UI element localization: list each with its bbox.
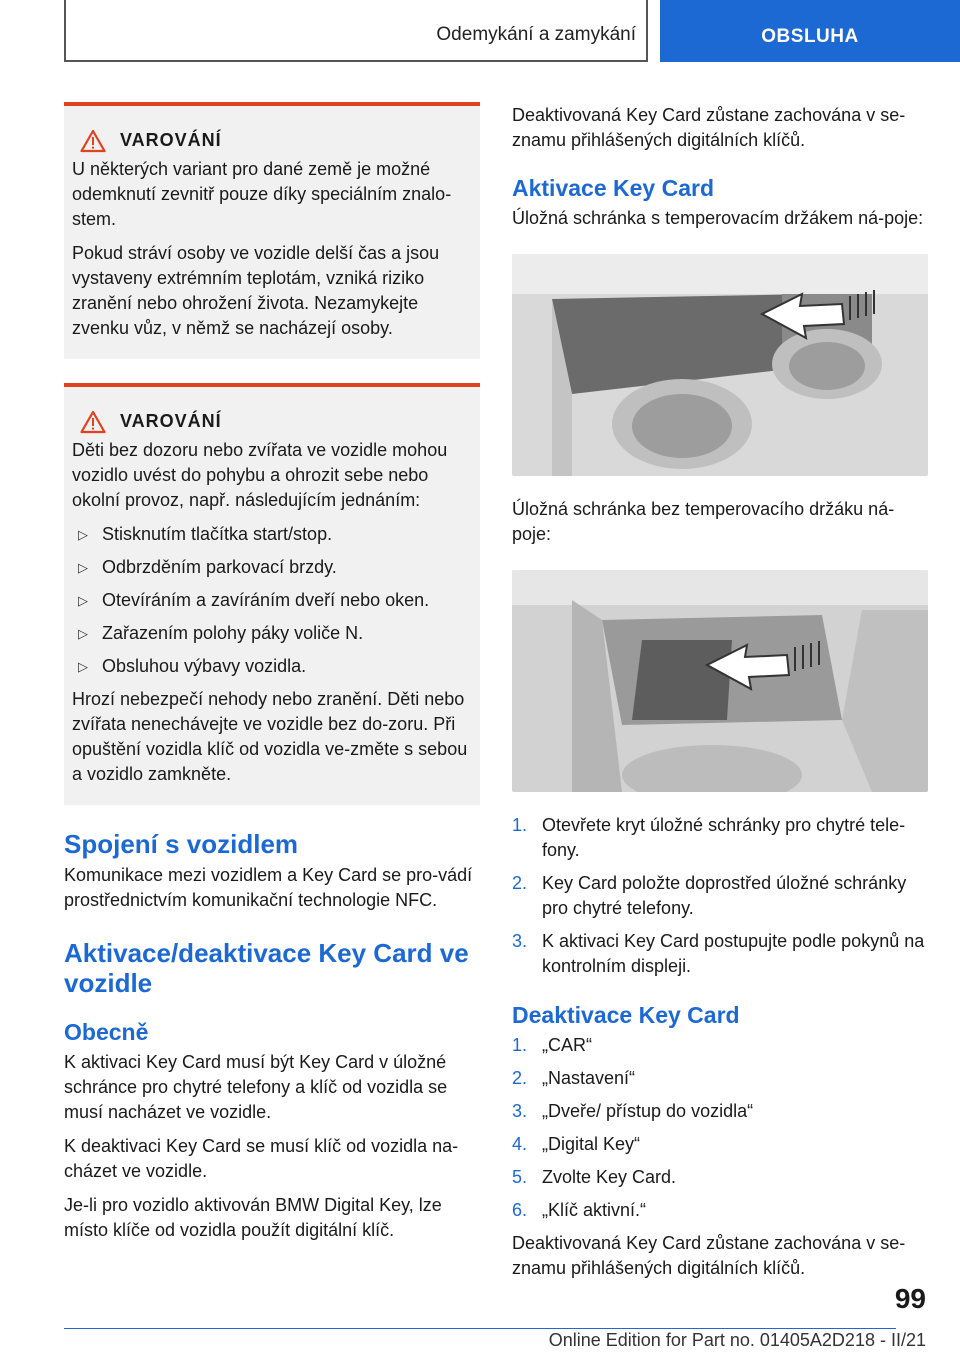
- warning-triangle-icon: [80, 129, 106, 153]
- left-column: [64, 102, 480, 1252]
- list-item: [512, 1033, 928, 1058]
- warning-box-1: [64, 102, 480, 359]
- step-number: 3.: [512, 1101, 528, 1121]
- list-item: [512, 1132, 928, 1157]
- warning-title: VAROVÁNÍ: [120, 130, 222, 150]
- warning-text: Pokud stráví osoby ve vozidle delší čas a jsou vystaveny extrémním teplotám, vzniká riziko zranění nebo ohrožení života. Nezamykejte zvenku vůz, v němž se nacházejí osoby.: [72, 243, 440, 338]
- step-number: 2.: [512, 1068, 528, 1088]
- image-caption: Úložná schránka bez temperovacího držáku ná-poje:: [512, 499, 895, 544]
- storage-tray-without-cupholder-illustration: [512, 570, 928, 792]
- list-item: ▷ Stisknutím tlačítka start/stop.: [72, 522, 472, 547]
- step-text: „Klíč aktivní.“: [542, 1200, 647, 1220]
- step-text: Zvolte Key Card.: [542, 1167, 677, 1187]
- list-item: ▷ Odbrzděním parkovací brzdy.: [72, 555, 472, 580]
- page-number: 99: [894, 1283, 926, 1314]
- step-number: 5.: [512, 1167, 528, 1187]
- paragraph: Je-li pro vozidlo aktivován BMW Digital Key, lze místo klíče od vozidla použít digitální klíč.: [64, 1195, 442, 1240]
- edition-footer: Online Edition for Part no. 01405A2D218 - II/21: [548, 1330, 926, 1350]
- paragraph: K deaktivaci Key Card se musí klíč od vozidla na-cházet ve vozidle.: [64, 1136, 459, 1181]
- warning-box-2: [64, 383, 480, 805]
- section-heading: Spojení s vozidlem: [64, 829, 299, 859]
- step-number: 3.: [512, 931, 528, 951]
- step-text: Otevřete kryt úložné schránky pro chytré tele-fony.: [542, 815, 906, 860]
- warning-text: Hrozí nebezpečí nehody nebo zranění. Děti nebo zvířata nenechávejte ve vozidle bez do-zoru. Při opuštění vozidla klíč od vozidla ve-změte s sebou a vozidlo zamkněte.: [72, 689, 468, 784]
- deactivation-steps: [512, 1033, 928, 1223]
- paragraph: K aktivaci Key Card musí být Key Card v úložné schránce pro chytré telefony a klíč od vozidla se musí nacházet ve vozidle.: [64, 1052, 448, 1122]
- section-tab: [660, 0, 960, 62]
- list-item: [512, 1099, 928, 1124]
- warning-list: [72, 522, 472, 679]
- step-text: „Digital Key“: [542, 1134, 641, 1154]
- step-number: 1.: [512, 1035, 528, 1055]
- warning-title: VAROVÁNÍ: [120, 411, 222, 431]
- subsection-heading: Obecně: [64, 1019, 149, 1045]
- activation-steps: [512, 813, 928, 979]
- list-item: ▷ Otevíráním a zavíráním dveří nebo oken.: [72, 588, 472, 613]
- list-item: [512, 1165, 928, 1190]
- warning-text: U některých variant pro dané země je možné odemknutí zevnitř pouze díky speciálním znalo-stem.: [72, 159, 452, 229]
- step-number: 4.: [512, 1134, 528, 1154]
- page-header: [64, 0, 960, 64]
- right-column: [512, 103, 928, 1290]
- warning-text: Děti bez dozoru nebo zvířata ve vozidle mohou vozidlo uvést do pohybu a ohrozit sebe nebo okolní provoz, např. následujícím jednáním:: [72, 440, 448, 510]
- chapter-title: Odemykání a zamykání: [436, 24, 636, 45]
- section-tab-label: OBSLUHA: [761, 26, 859, 47]
- step-number: 1.: [512, 815, 528, 835]
- footer-divider: [64, 1328, 896, 1329]
- list-item: [512, 929, 928, 979]
- image-caption: Úložná schránka s temperovacím držákem ná-poje:: [512, 208, 924, 228]
- list-item: [512, 1198, 928, 1223]
- list-item: [512, 813, 928, 863]
- list-item: [512, 871, 928, 921]
- section-heading: Aktivace/deaktivace Key Card ve vozidle: [64, 938, 469, 998]
- header-frame: [64, 0, 648, 62]
- warning-triangle-icon: [80, 410, 106, 434]
- step-text: K aktivaci Key Card postupujte podle pokynů na kontrolním displeji.: [542, 931, 925, 976]
- subsection-heading: Deaktivace Key Card: [512, 1002, 740, 1028]
- step-text: „CAR“: [542, 1035, 592, 1055]
- list-item: [512, 1066, 928, 1091]
- list-item: ▷ Obsluhou výbavy vozidla.: [72, 654, 472, 679]
- paragraph: Deaktivovaná Key Card zůstane zachována v se-znamu přihlášených digitálních klíčů.: [512, 105, 906, 150]
- step-text: „Nastavení“: [542, 1068, 636, 1088]
- storage-tray-with-cupholder-illustration: [512, 254, 928, 476]
- step-number: 2.: [512, 873, 528, 893]
- step-text: „Dveře/ přístup do vozidla“: [542, 1101, 754, 1121]
- subsection-heading: Aktivace Key Card: [512, 175, 714, 201]
- paragraph: Deaktivovaná Key Card zůstane zachována v se-znamu přihlášených digitálních klíčů.: [512, 1233, 906, 1278]
- step-number: 6.: [512, 1200, 528, 1220]
- list-item: ▷ Zařazením polohy páky voliče N.: [72, 621, 472, 646]
- paragraph: Komunikace mezi vozidlem a Key Card se pro-vádí prostřednictvím komunikační technologie NFC.: [64, 865, 473, 910]
- step-text: Key Card položte doprostřed úložné schránky pro chytré telefony.: [542, 873, 907, 918]
